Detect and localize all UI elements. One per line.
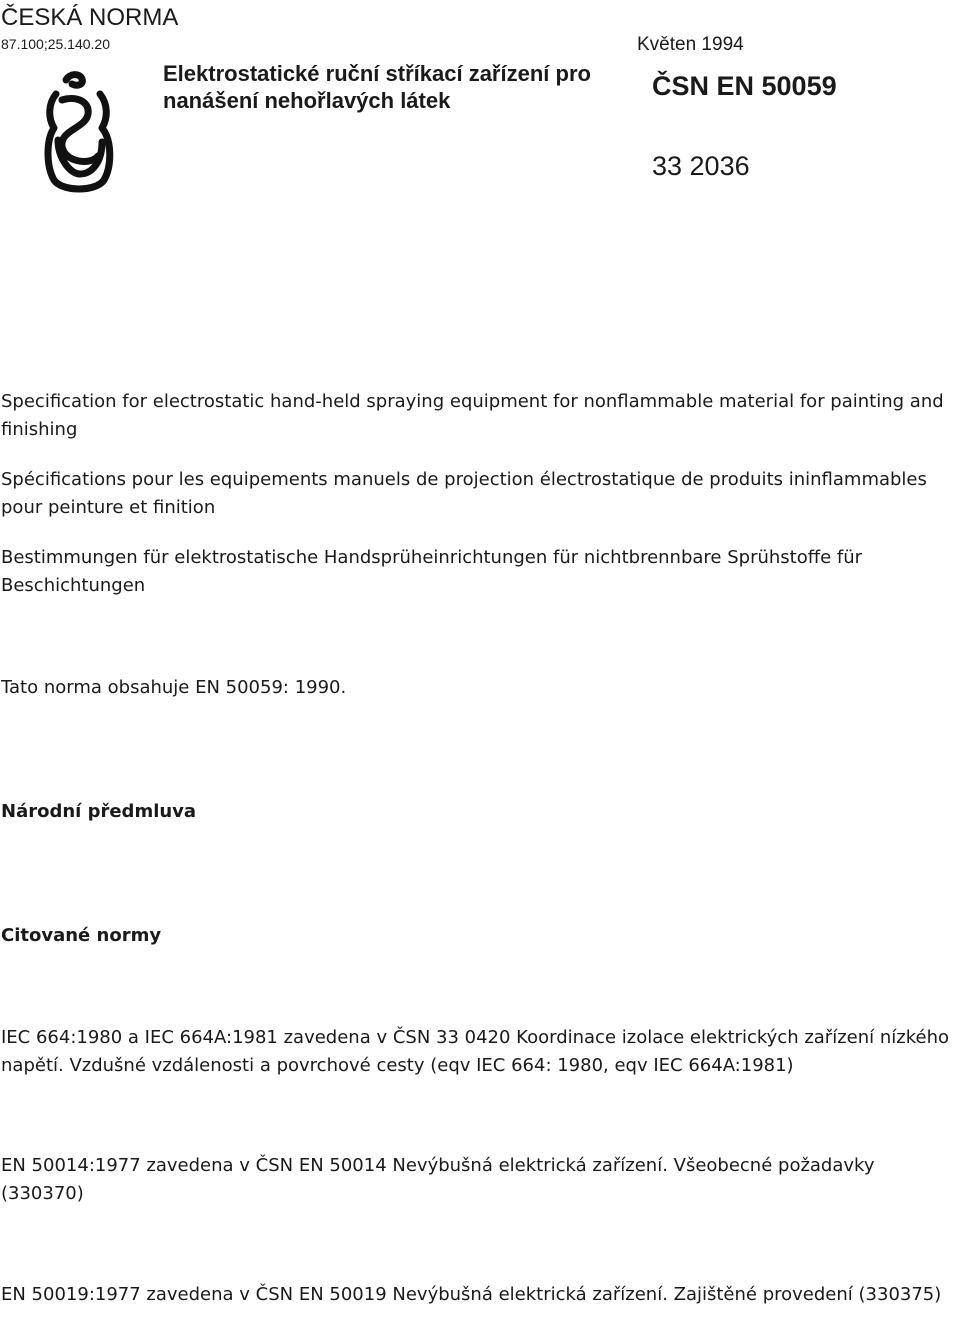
contents-note: Tato norma obsahuje EN 50059: 1990. [1, 677, 347, 698]
issue-date: Květen 1994 [637, 34, 744, 55]
class-number: 33 2036 [652, 151, 750, 181]
standard-title: Elektrostatické ruční stříkací zařízení pro nanášení nehořlavých látek [163, 61, 591, 113]
standard-number: ČSN EN 50059 [652, 71, 837, 101]
cited-standard-item: EN 50014:1977 zavedena v ČSN EN 50014 Nevýbušná elektrická zařízení. Všeobecné požadavky (330370) [1, 1155, 875, 1204]
title-french: Spécifications pour les equipements manuels de projection électrostatique de produits ininflammables pour peinture et finition [1, 469, 927, 518]
cited-standard-item: IEC 664:1980 a IEC 664A:1981 zavedena v ČSN 33 0420 Koordinace izolace elektrických zařízení nízkého napětí. Vzdušné vzdálenosti a povrchové cesty (eqv IEC 664: 1980, eqv IEC 664A:1981) [1, 1027, 949, 1076]
document-type-label: ČESKÁ NORMA [1, 4, 179, 31]
national-foreword-heading: Národní předmluva [1, 801, 197, 822]
title-english: Specification for electrostatic hand-held spraying equipment for nonflammable material for painting and finishing [1, 391, 944, 440]
title-german: Bestimmungen für elektrostatische Handsprüheinrichtungen für nichtbrennbare Sprühstoffe für Beschichtungen [1, 547, 863, 596]
cited-standards-heading: Citované normy [1, 925, 162, 946]
csn-logo-icon [40, 70, 118, 198]
ics-code: 87.100;25.140.20 [1, 36, 110, 52]
cited-standard-item: EN 50019:1977 zavedena v ČSN EN 50019 Nevýbušná elektrická zařízení. Zajištěné provedení (330375) [1, 1284, 942, 1305]
